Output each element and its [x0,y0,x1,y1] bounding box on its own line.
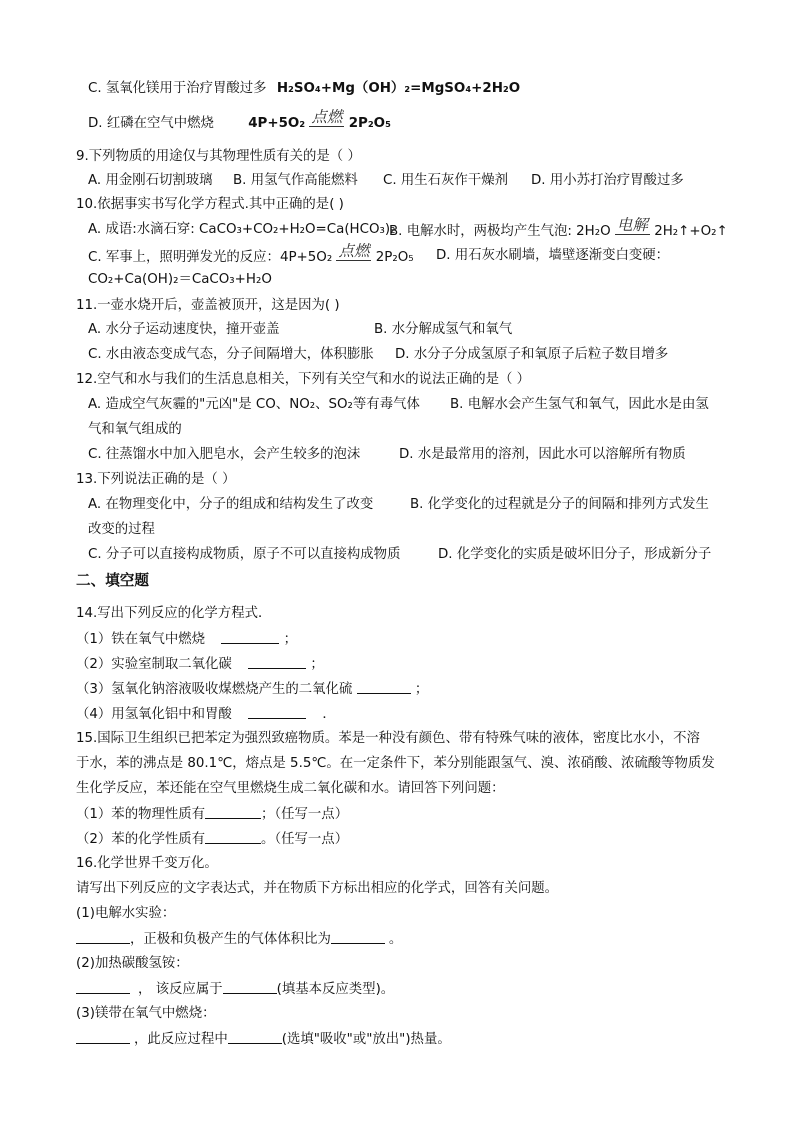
q10-option-b-condition: 电解 [616,216,648,234]
q8-option-d-left: 4P+5O₂ [248,116,306,131]
q10-option-c [88,242,414,267]
q13-option-d: D. 化学变化的实质是破坏旧分子，形成新分子 [438,547,712,562]
q10-option-b-right: 2H₂↑+O₂↑ [654,224,728,239]
q9-option-d: D. 用小苏打治疗胃酸过多 [531,173,684,188]
q13-option-b-cont: 改变的过程 [88,522,155,537]
q14-item-3 [76,680,428,699]
q14-blank-1[interactable] [221,630,279,644]
q14-blank-2[interactable] [248,655,306,669]
q15-paragraph-line-1: 15.国际卫生组织已把苯定为强烈致癌物质。苯是一种没有颜色、带有特殊气味的液体，密度比水小，不溶 [76,731,700,746]
q12-option-a: A. 造成空气灰霾的"元凶"是 CO、NO₂、SO₂等有毒气体 [88,397,420,412]
q15-item-2 [76,830,348,849]
q14-item-4 [76,705,336,724]
q14-item-4-punct: ． [322,707,336,722]
q8-option-c-text: C. 氢氧化镁用于治疗胃酸过多 [88,81,267,96]
q16-part-1-end: 。 [388,932,403,947]
q16-blank-3b[interactable] [228,1030,282,1044]
q14-item-1-text: （1）铁在氧气中燃烧 [76,632,206,647]
q9-option-c: C. 用生石灰作干燥剂 [383,173,508,188]
q16-part-3-end: (选填"吸收"或"放出")热量。 [281,1032,451,1047]
q15-item-1-text: （1）苯的物理性质有 [76,807,206,822]
q16-part-1-text: ，正极和负极产生的气体体积比为 [130,932,331,947]
q12-option-b-cont: 气和氧气组成的 [88,422,182,437]
q14-blank-3[interactable] [357,680,411,694]
q9-option-a: A. 用金刚石切割玻璃 [88,173,213,188]
q13-stem: 13.下列说法正确的是（ ） [76,472,236,487]
q11-option-b: B. 水分解成氢气和氧气 [374,322,513,337]
q12-option-b: B. 电解水会产生氢气和氧气，因此水是由氢 [450,397,709,412]
q13-option-c: C. 分子可以直接构成物质，原子不可以直接构成物质 [88,547,401,562]
q10-option-b-text: B. 电解水时，两极均产生气泡: 2H₂O [389,224,611,239]
q11-stem: 11.一壶水烧开后，壶盖被顶开，这是因为( ) [76,298,340,313]
q14-stem: 14.写出下列反应的化学方程式． [76,606,272,621]
q10-stem: 10.依据事实书写化学方程式.其中正确的是( ) [76,197,344,212]
q16-blank-1a[interactable] [76,930,130,944]
q15-item-2-text: （2）苯的化学性质有 [76,832,206,847]
q8-option-d [88,108,391,133]
q14-blank-4[interactable] [248,705,306,719]
q15-paragraph-line-2: 于水，苯的沸点是 80.1℃，熔点是 5.5℃。在一定条件下，苯分别能跟氢气、溴、浓硝酸、浓硫酸等物质发 [76,756,715,771]
q8-option-d-text: D. 红磷在空气中燃烧 [88,116,214,131]
q10-option-d: D. 用石灰水刷墙，墙壁逐渐变白变硬： [436,248,670,263]
q16-part-3-label: (3)镁带在氧气中燃烧： [76,1006,216,1021]
q14-item-2-text: （2）实验室制取二氧化碳 [76,657,232,672]
q14-item-2 [76,655,324,674]
q13-option-a: A. 在物理变化中，分子的组成和结构发生了改变 [88,497,374,512]
q15-item-1 [76,805,348,824]
q11-option-a: A. 水分子运动速度快，撞开壶盖 [88,322,280,337]
q16-part-1-label: (1)电解水实验： [76,906,176,921]
q10-option-c-right: 2P₂O₅ [375,250,414,265]
q16-stem: 16.化学世界千变万化。 [76,856,218,871]
q10-option-b [389,216,728,241]
q15-blank-2[interactable] [205,830,261,844]
q16-part-1-answer [76,930,402,949]
q16-blank-2a[interactable] [76,980,130,994]
q10-option-c-condition: 点燃 [338,242,370,260]
q10-option-c-text: C. 军事上，照明弹发光的反应：4P+5O₂ [88,250,333,265]
q8-option-c-equation: H₂SO₄+Mg（OH）₂=MgSO₄+2H₂O [276,81,521,96]
q9-option-b: B. 用氢气作高能燃料 [233,173,358,188]
q16-part-2-text: ， 该反应属于 [138,982,223,997]
q14-item-1-punct: ； [283,632,297,647]
q10-option-d-equation: CO₂+Ca(OH)₂＝CaCO₃+H₂O [88,272,272,287]
q14-item-4-text: （4）用氢氧化铝中和胃酸 [76,707,232,722]
q16-blank-3a[interactable] [76,1030,130,1044]
q16-part-3-answer [76,1030,451,1049]
q12-option-d: D. 水是最常用的溶剂，因此水可以溶解所有物质 [399,447,686,462]
q16-part-2-answer [76,980,394,999]
q15-blank-1[interactable] [205,805,261,819]
q15-paragraph-line-3: 生化学反应，苯还能在空气里燃烧生成二氧化碳和水。请回答下列问题： [76,781,505,796]
q15-item-1-tail: ；（任写一点） [261,807,349,822]
q16-blank-2b[interactable] [223,980,277,994]
q14-item-3-text: （3）氢氧化钠溶液吸收煤燃烧产生的二氧化硫 [76,682,353,697]
q9-stem: 9.下列物质的用途仅与其物理性质有关的是（ ） [76,149,361,164]
q16-part-3-text: ，此反应过程中 [134,1032,228,1047]
q12-option-c: C. 往蒸馏水中加入肥皂水，会产生较多的泡沫 [88,447,361,462]
section-heading-fill-blank: 二、填空题 [76,572,149,589]
q15-item-2-tail: 。（任写一点） [261,832,349,847]
q11-option-c: C. 水由液态变成气态，分子间隔增大，体积膨胀 [88,347,374,362]
q16-blank-1b[interactable] [331,930,385,944]
q10-option-a: A. 成语:水滴石穿: CaCO₃+CO₂+H₂O=Ca(HCO₃)₂ [88,222,396,237]
q8-option-c [88,80,520,98]
q12-stem: 12.空气和水与我们的生活息息相关，下列有关空气和水的说法正确的是（ ） [76,372,531,387]
q11-option-d: D. 水分子分成氢原子和氧原子后粒子数目增多 [395,347,669,362]
q16-part-2-end: (填基本反应类型)。 [276,982,395,997]
q14-item-2-punct: ； [310,657,324,672]
q16-part-2-label: (2)加热碳酸氢铵： [76,956,189,971]
q14-item-1 [76,630,297,649]
q13-option-b: B. 化学变化的过程就是分子的间隔和排列方式发生 [410,497,709,512]
q16-intro: 请写出下列反应的文字表达式，并在物质下方标出相应的化学式，回答有关问题。 [76,881,559,896]
q8-option-d-condition: 点燃 [311,108,343,126]
q14-item-3-punct: ； [414,682,429,697]
q8-option-d-right: 2P₂O₅ [348,116,391,131]
